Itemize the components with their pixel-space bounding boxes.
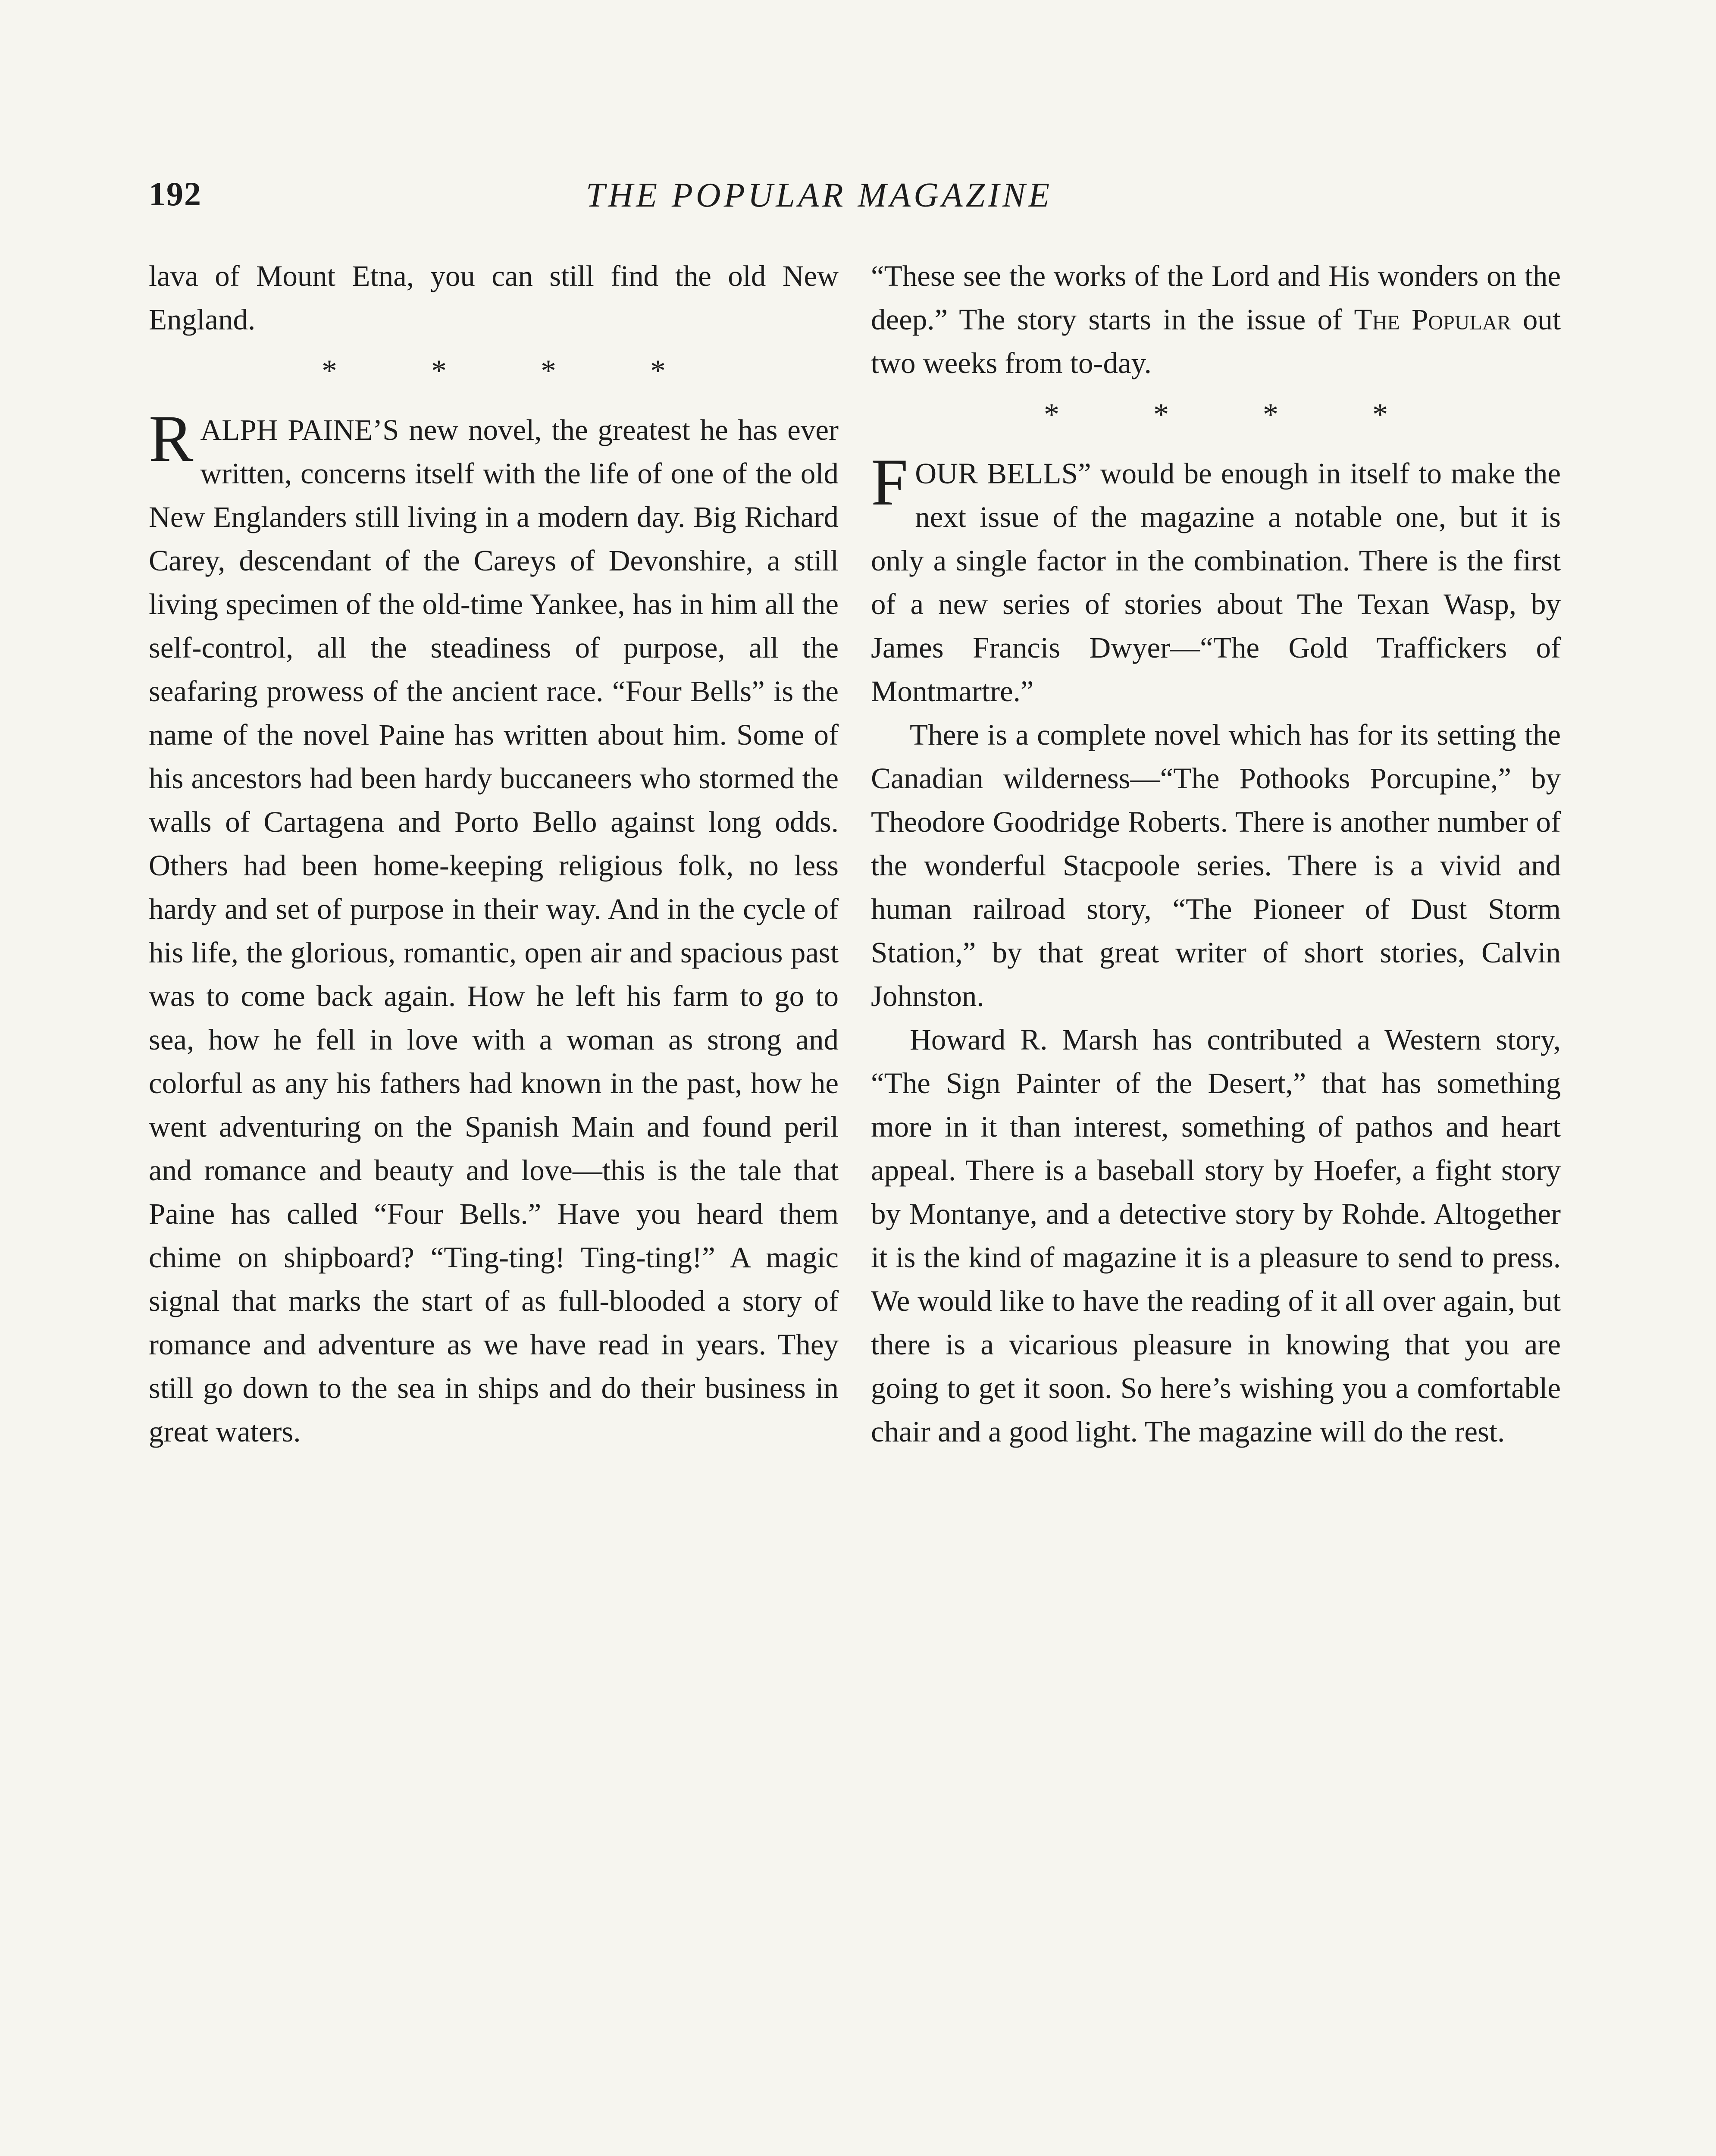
page-number: 192 xyxy=(149,175,202,213)
drop-cap-letter: R xyxy=(149,401,194,476)
paragraph-intro: lava of Mount Etna, you can still find the old New England. xyxy=(149,260,839,336)
paragraph-text: “These see the works of the Lord and His wonders on the deep.” The story starts in the issue of xyxy=(871,260,1561,336)
paragraph-complete-novel: There is a complete novel which has for its setting the Canadian wilderness—“The Pothooks Porcupine,” by Theodore Goodridge Roberts. There is another number of the wonderful Stacpoole series. There is a vivid and human railroad story, “The Pioneer of Dust Storm Station,” by that great writer of short stories, Calvin Johnston. xyxy=(871,718,1561,1012)
paragraph-western-story: Howard R. Marsh has contributed a Western story, “The Sign Painter of the Desert,” that has something more in it than interest, something of pathos and heart appeal. There is a baseball story by Hoefer, a fight story by Montanye, and a detective story by Rohde. Altogether it is the kind of magazine it is a pleasure to send to press. We would like to have the reading of it all over again, but there is a vicarious pleasure in knowing that you are going to get it soon. So here’s wishing you a comfortable chair and a good light. The magazine will do the rest. xyxy=(871,1023,1561,1448)
lead-in-caps: ALPH PAINE’S xyxy=(200,414,399,446)
section-break-stars: * * * * xyxy=(322,354,709,388)
right-column xyxy=(871,254,1561,1454)
section-break-stars: * * * * xyxy=(1044,397,1431,432)
magazine-name: The Popular xyxy=(1354,303,1511,336)
paragraph-body: new novel, the greatest he has ever written, concerns itself with the life of one of the old New Englanders still living in a modern day. Big Richard Carey, descendant of the Careys of Devonshire, a still living specimen of the old-time Yankee, has in him all the self-control, all the steadiness of purpose, all the seafaring prowess of the ancient race. “Four Bells” is the name of the novel Paine has written about him. Some of his ancestors had been hardy buccaneers who stormed the walls of Cartagena and Porto Bello against long odds. Others had been home-keeping religious folk, no less hardy and set of purpose in their way. And in the cycle of his life, the glorious, romantic, open air and spacious past was to come back again. How he left his farm to go to sea, how he fell in love with a woman as strong and colorful as any his fathers had known in the past, how he went adventuring on the Spanish Main and found peril and romance and beauty and love—this is the tale that Paine has called “Four Bells.” Have you heard them chime on shipboard? “Ting-ting! Ting-ting!” A magic signal that marks the start of as full-blooded a story of romance and adventure as we have read in years. They still go down to the sea in ships and do their business in great waters. xyxy=(149,414,839,1448)
paragraph-next-issue xyxy=(871,445,1561,713)
running-title: THE POPULAR MAGAZINE xyxy=(586,176,1053,214)
paragraph-four-bells-novel xyxy=(149,401,839,1454)
lead-in-caps: OUR BELLS” xyxy=(915,457,1091,490)
paragraph-text: out two weeks from to-day. xyxy=(871,303,1561,379)
paragraph-body: would be enough in itself to make the next issue of the magazine a notable one, but it is only a single factor in the combination. There is the first of a new series of stories about The Texan Wasp, by James Francis Dwyer—“The Gold Traffickers of Montmartre.” xyxy=(871,457,1561,708)
drop-cap-letter: F xyxy=(871,445,908,519)
left-column xyxy=(149,254,839,1454)
paragraph-quote xyxy=(871,254,1561,385)
